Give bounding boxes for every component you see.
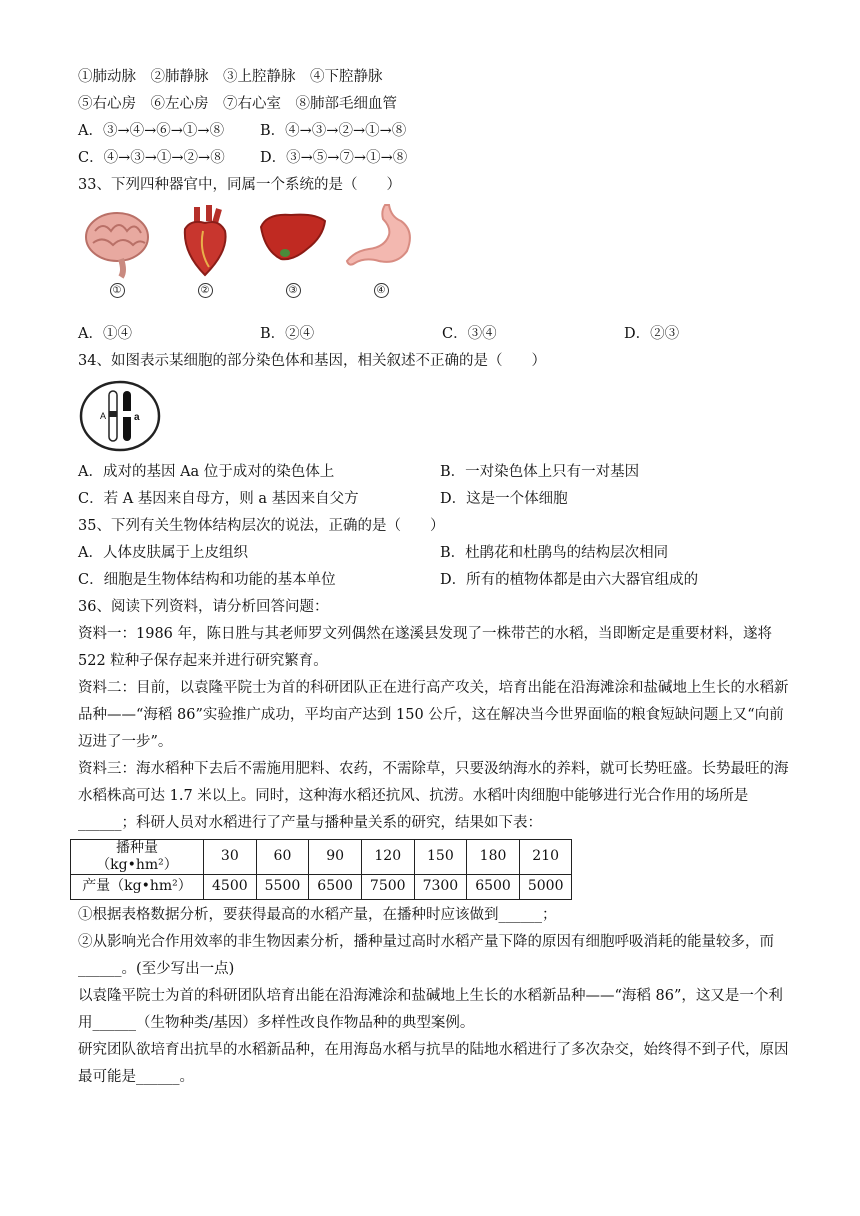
q33-figure-3-label: ③ (286, 283, 301, 298)
q33-choices (78, 321, 790, 348)
table-cell: 4500 (204, 874, 257, 899)
table-cell: 120 (361, 840, 414, 875)
q33-figure-2-label: ② (198, 283, 213, 298)
gene-label-right: a (134, 412, 140, 423)
q36-sub-question-2: ②从影响光合作用效率的非生物因素分析，播种量过高时水稻产量下降的原因有细胞呼吸消耗的能量较多，而______。(至少写出一点) (78, 933, 774, 977)
table-cell: 6500 (309, 874, 362, 899)
q36-material-1: 资料一：1986 年，陈日胜与其老师罗文列偶然在遂溪县发现了一株带芒的水稻，当即断定是重要材料，遂将 522 粒种子保存起来并进行研究繁育。 (78, 626, 773, 669)
q34-choice-d: D．这是一个体细胞 (440, 491, 568, 507)
liver-icon (257, 201, 329, 279)
q33-figure-3 (254, 201, 332, 298)
q33-choice-a: A．①④ (78, 326, 132, 342)
q34-choice-a: A．成对的基因 Aa 位于成对的染色体上 (78, 464, 335, 480)
table-cell: 60 (256, 840, 309, 875)
table-cell: 6500 (467, 874, 520, 899)
table-cell: 5000 (519, 874, 572, 899)
q35-choices-row2 (78, 567, 790, 594)
q33-stem: 33、下列四种器官中，同属一个系统的是（ ） (78, 177, 401, 193)
q32-choice-a: A．③→④→⑥→①→⑧ (78, 123, 225, 139)
q33-choice-d: D．②③ (624, 326, 680, 342)
table-cell: 5500 (256, 874, 309, 899)
q35-choice-c: C．细胞是生物体结构和功能的基本单位 (78, 572, 336, 588)
q33-choice-b: B．②④ (260, 326, 315, 342)
q34-choice-b: B．一对染色体上只有一对基因 (440, 464, 640, 480)
q34-cell-figure (78, 377, 790, 459)
table-cell: 150 (414, 840, 467, 875)
q32-choice-b: B．④→③→②→①→⑧ (260, 123, 407, 139)
table-cell: 90 (309, 840, 362, 875)
exam-page (78, 64, 790, 1091)
q32-choices-row1 (78, 118, 790, 145)
table-header-seeding: 播种量（kg•hm²） (71, 840, 204, 875)
gene-label-left: A (100, 411, 107, 421)
q33-figures (78, 201, 790, 321)
q34-choice-c: C．若 A 基因来自母方，则 a 基因来自父方 (78, 491, 359, 507)
q36-sub-question-1: ①根据表格数据分析，要获得最高的水稻产量，在播种时应该做到______； (78, 906, 557, 923)
q33-choice-c: C．③④ (442, 326, 497, 342)
table-cell: 210 (519, 840, 572, 875)
q32-choice-c: C．④→③→①→②→⑧ (78, 150, 225, 166)
q35-choice-a: A．人体皮肤属于上皮组织 (78, 545, 248, 561)
q36-paragraph-4: 研究团队欲培育出抗旱的水稻新品种，在用海岛水稻与抗旱的陆地水稻进行了多次杂交，始终得不到子代，原因最可能是______。 (78, 1041, 789, 1085)
q36-data-table (70, 839, 572, 900)
table-cell: 7500 (361, 874, 414, 899)
q35-choices-row1 (78, 540, 790, 567)
q33-figure-1 (78, 201, 156, 298)
q34-stem: 34、如图表示某细胞的部分染色体和基因，相关叙述不正确的是（ ） (78, 353, 546, 369)
q32-options-line2: ⑤右心房 ⑥左心房 ⑦右心室 ⑧肺部毛细血管 (78, 96, 397, 112)
table-header-yield: 产量（kg•hm²） (71, 874, 204, 899)
table-cell: 30 (204, 840, 257, 875)
q35-stem: 35、下列有关生物体结构层次的说法，正确的是（ ） (78, 518, 445, 534)
chromosome-cell-icon (78, 377, 162, 455)
q34-choices-row2 (78, 486, 790, 513)
q36-material-2: 资料二：目前，以袁隆平院士为首的科研团队正在进行高产攻关，培育出能在沿海滩涂和盐碱地上生长的水稻新品种——“海稻 86”实验推广成功，平均亩产达到 150 公斤，这在解决当今世界面临的粮食短缺问题上又“向前迈进了一步”。 (78, 680, 789, 750)
q32-choices-row2 (78, 145, 790, 172)
brain-icon (81, 201, 153, 279)
stomach-icon (345, 201, 417, 279)
q33-figure-2 (166, 201, 244, 298)
table-cell: 7300 (414, 874, 467, 899)
table-row (71, 840, 572, 875)
q36-stem: 36、阅读下列资料，请分析回答问题： (78, 599, 329, 615)
q33-figure-4-label: ④ (374, 283, 389, 298)
q35-choice-b: B．杜鹃花和杜鹃鸟的结构层次相同 (440, 545, 669, 561)
table-cell: 180 (467, 840, 520, 875)
q36-material-3: 资料三：海水稻种下去后不需施用肥料、农药，不需除草，只要汲纳海水的养料，就可长势旺盛。长势最旺的海水稻株高可达 1.7 米以上。同时，这种海水稻还抗风、抗涝。水稻叶肉细胞中能够进行光合作用的场所是______；科研人员对水稻进行了产量与播种量关系的研究，结果如下表： (78, 761, 789, 831)
q33-figure-4 (342, 201, 420, 298)
q34-choices-row1 (78, 459, 790, 486)
table-row (71, 874, 572, 899)
q32-choice-d: D．③→⑤→⑦→①→⑧ (260, 150, 408, 166)
q32-options-line1: ①肺动脉 ②肺静脉 ③上腔静脉 ④下腔静脉 (78, 69, 383, 85)
heart-icon (175, 201, 235, 279)
q35-choice-d: D．所有的植物体都是由六大器官组成的 (440, 572, 699, 588)
q33-figure-1-label: ① (110, 283, 125, 298)
q36-paragraph-3: 以袁隆平院士为首的科研团队培育出能在沿海滩涂和盐碱地上生长的水稻新品种——“海稻 86”，这又是一个利用______（生物种类/基因）多样性改良作物品种的典型案例。 (78, 987, 783, 1031)
